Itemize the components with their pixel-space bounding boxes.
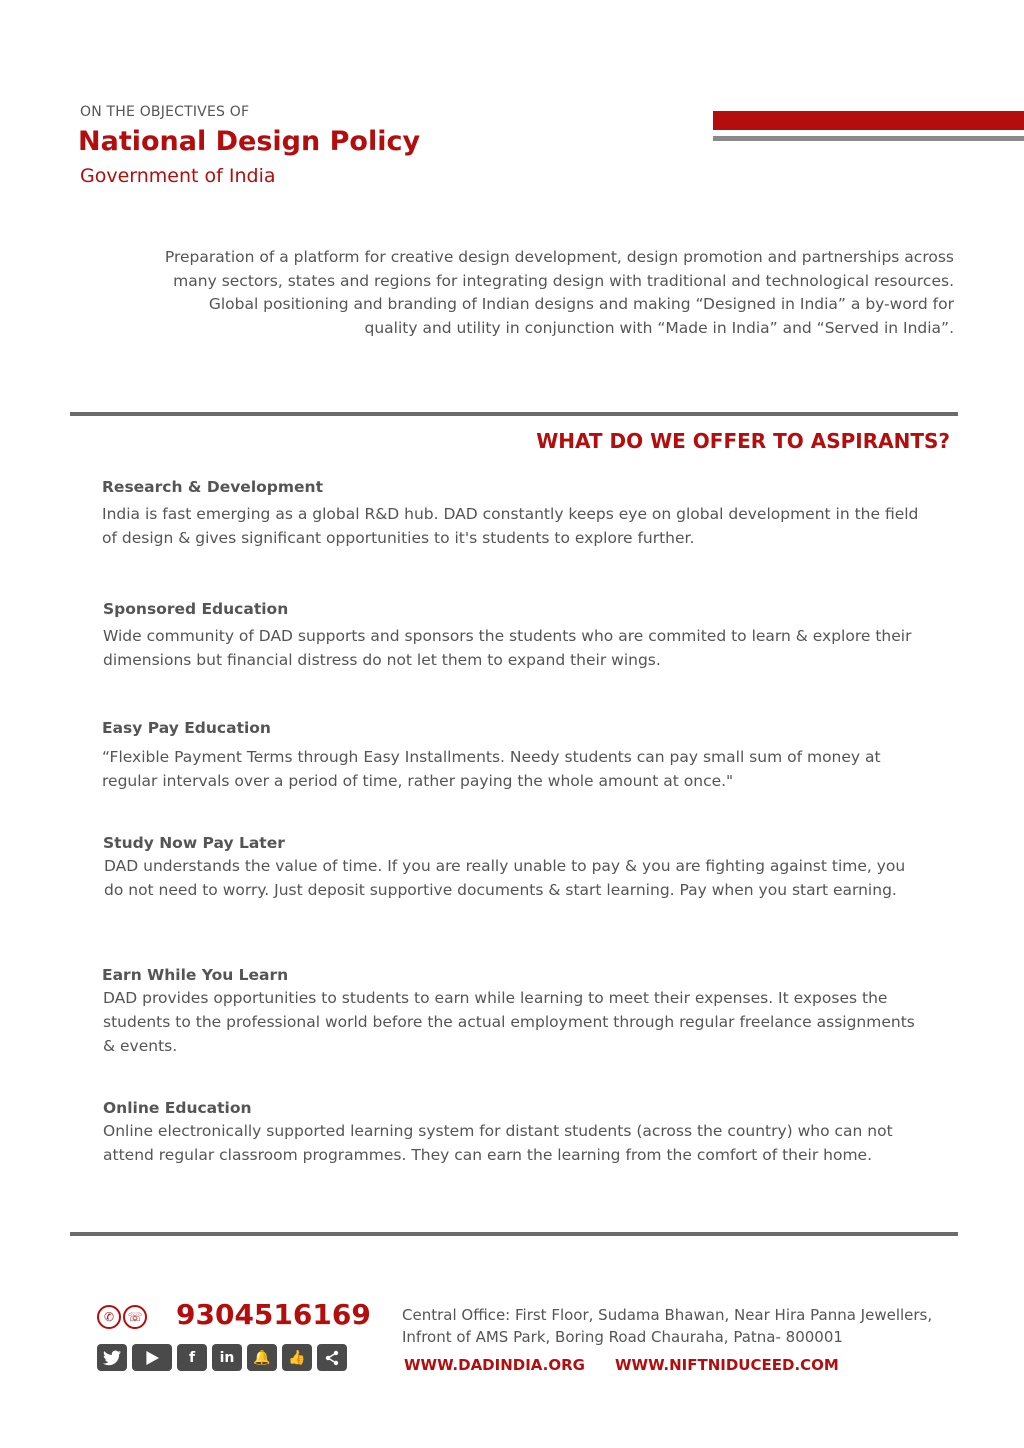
section-title: Online Education: [103, 1099, 252, 1117]
section-study-now: [103, 834, 924, 902]
objective-2: Global positioning and branding of Indian designs and making “Designed in India” a by-word for quality and utility in conjunction with “Made in India” and “Served in India”.: [208, 295, 954, 337]
address-line-2: Infront of AMS Park, Boring Road Chauraha, Patna- 800001: [402, 1328, 843, 1346]
section-title: Research & Development: [102, 478, 323, 496]
section-text: Wide community of DAD supports and sponsors the students who are commited to learn & explore their dimensions but financial distress do not let them to expand their wings.: [103, 627, 912, 669]
phone-icon: ✆: [97, 1305, 121, 1329]
website-link-niftniduceed[interactable]: WWW.NIFTNIDUCEED.COM: [615, 1356, 839, 1374]
address-line-1: Central Office: First Floor, Sudama Bhawan, Near Hira Panna Jewellers,: [402, 1306, 933, 1324]
header-kicker: ON THE OBJECTIVES OF: [80, 104, 250, 120]
page-subtitle: Government of India: [80, 165, 276, 187]
offer-heading: WHAT DO WE OFFER TO ASPIRANTS?: [536, 429, 950, 453]
divider-bottom: [70, 1232, 958, 1236]
website-links: [404, 1356, 839, 1374]
phone-number[interactable]: 9304516169: [176, 1298, 371, 1331]
divider-top: [70, 412, 958, 416]
objective-1: Preparation of a platform for creative design development, design promotion and partnerships across many sectors, states and regions for integrating design with traditional and technological resources.: [164, 248, 954, 290]
section-title: Earn While You Learn: [102, 966, 289, 984]
section-earn-while: [102, 966, 923, 1058]
section-sponsored: [103, 600, 923, 672]
section-easy-pay: [102, 719, 922, 793]
social-icons: [97, 1344, 347, 1371]
section-research: [102, 478, 922, 550]
objectives-text: [164, 246, 954, 340]
header-grey-bar: [713, 136, 1024, 141]
section-text: Online electronically supported learning system for distant students (across the country) who can not attend regular classroom programmes. They can earn the learning from the comfort of their home.: [103, 1122, 893, 1164]
facebook-icon[interactable]: f: [177, 1344, 207, 1371]
share-icon[interactable]: [317, 1344, 347, 1371]
section-title: Sponsored Education: [103, 600, 289, 618]
like-icon[interactable]: 👍: [282, 1344, 312, 1371]
linkedin-icon[interactable]: in: [212, 1344, 242, 1371]
section-text: “Flexible Payment Terms through Easy Installments. Needy students can pay small sum of money at regular intervals over a period of time, rather paying the whole amount at once.": [102, 748, 881, 790]
section-text: DAD provides opportunities to students to earn while learning to meet their expenses. It exposes the students to the professional world before the actual employment through regular freelance assignments & events.: [103, 989, 915, 1055]
youtube-icon[interactable]: [132, 1344, 172, 1371]
section-online: [103, 1099, 923, 1167]
section-text: India is fast emerging as a global R&D hub. DAD constantly keeps eye on global development in the field of design & gives significant opportunities to it's students to explore further.: [102, 505, 919, 547]
page-title: National Design Policy: [78, 126, 421, 157]
contact-icons: [97, 1305, 147, 1329]
section-text: DAD understands the value of time. If you are really unable to pay & you are fighting against time, you do not need to worry. Just deposit supportive documents & start learning. Pay when you start earning.: [104, 857, 906, 899]
section-title: Easy Pay Education: [102, 719, 271, 737]
whatsapp-icon: ☏: [123, 1305, 147, 1329]
header-red-bar: [713, 111, 1024, 130]
website-link-dadindia[interactable]: WWW.DADINDIA.ORG: [404, 1356, 585, 1374]
notification-icon[interactable]: 🔔: [247, 1344, 277, 1371]
section-title: Study Now Pay Later: [103, 834, 285, 852]
office-address: [402, 1304, 932, 1348]
twitter-icon[interactable]: [97, 1344, 127, 1371]
